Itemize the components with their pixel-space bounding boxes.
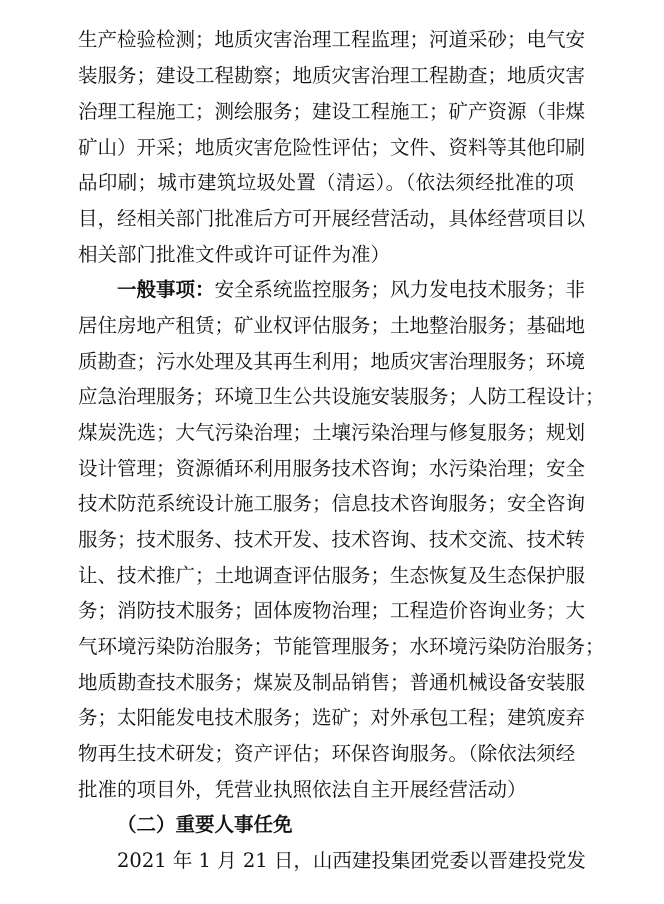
paragraph-line: 让、技术推广；土地调查评估服务；生态恢复及生态保护服	[78, 564, 586, 587]
paragraph-line: 矿山）开采；地质灾害危险性评估；文件、资料等其他印刷	[78, 136, 586, 159]
paragraph-line: 服务；技术服务、技术开发、技术咨询、技术交流、技术转	[78, 528, 586, 551]
paragraph-line: 批准的项目外，凭营业执照依法自主开展经营活动）	[78, 778, 527, 801]
paragraph-line: 居住房地产租赁；矿业权评估服务；土地整治服务；基础地	[78, 314, 586, 337]
paragraph-line: 地质勘查技术服务；煤炭及制品销售；普通机械设备安装服	[78, 671, 586, 694]
paragraph-line: 目，经相关部门批准后方可开展经营活动，具体经营项目以	[78, 207, 586, 230]
paragraph-line: 品印刷；城市建筑垃圾处置（清运）。（依法须经批准的项	[78, 171, 574, 194]
paragraph-line: 煤炭洗选；大气污染治理；土壤污染治理与修复服务；规划	[78, 421, 586, 444]
paragraph-line: 相关部门批准文件或许可证件为准）	[78, 243, 391, 266]
section-heading: （二）重要人事任免	[117, 813, 293, 836]
paragraph-line: 应急治理服务；环境卫生公共设施安装服务；人防工程设计；	[78, 385, 605, 408]
general-items-first-line	[117, 277, 586, 303]
paragraph-line: 务；太阳能发电技术服务；选矿；对外承包工程；建筑废弃	[78, 706, 586, 729]
paragraph-line: 物再生技术研发；资产评估；环保咨询服务。（除依法须经	[78, 742, 576, 765]
general-items-text: 安全系统监控服务；风力发电技术服务；非	[214, 278, 586, 301]
paragraph-line: 务；消防技术服务；固体废物治理；工程造价咨询业务；大	[78, 599, 586, 622]
paragraph-line: 设计管理；资源循环利用服务技术咨询；水污染治理；安全	[78, 457, 586, 480]
paragraph-line: 气环境污染防治服务；节能管理服务；水环境污染防治服务；	[78, 635, 605, 658]
paragraph-line: 技术防范系统设计施工服务；信息技术咨询服务；安全咨询	[78, 492, 586, 515]
paragraph-line: 2021 年 1 月 21 日，山西建投集团党委以晋建投党发	[117, 849, 586, 872]
paragraph-line: 装服务；建设工程勘察；地质灾害治理工程勘查；地质灾害	[78, 64, 586, 87]
paragraph-line: 生产检验检测；地质灾害治理工程监理；河道采砂；电气安	[78, 28, 586, 51]
general-items-label: 一般事项：	[117, 278, 215, 301]
paragraph-line: 质勘查；污水处理及其再生利用；地质灾害治理服务；环境	[78, 350, 586, 373]
paragraph-line: 治理工程施工；测绘服务；建设工程施工；矿产资源（非煤	[78, 100, 586, 123]
